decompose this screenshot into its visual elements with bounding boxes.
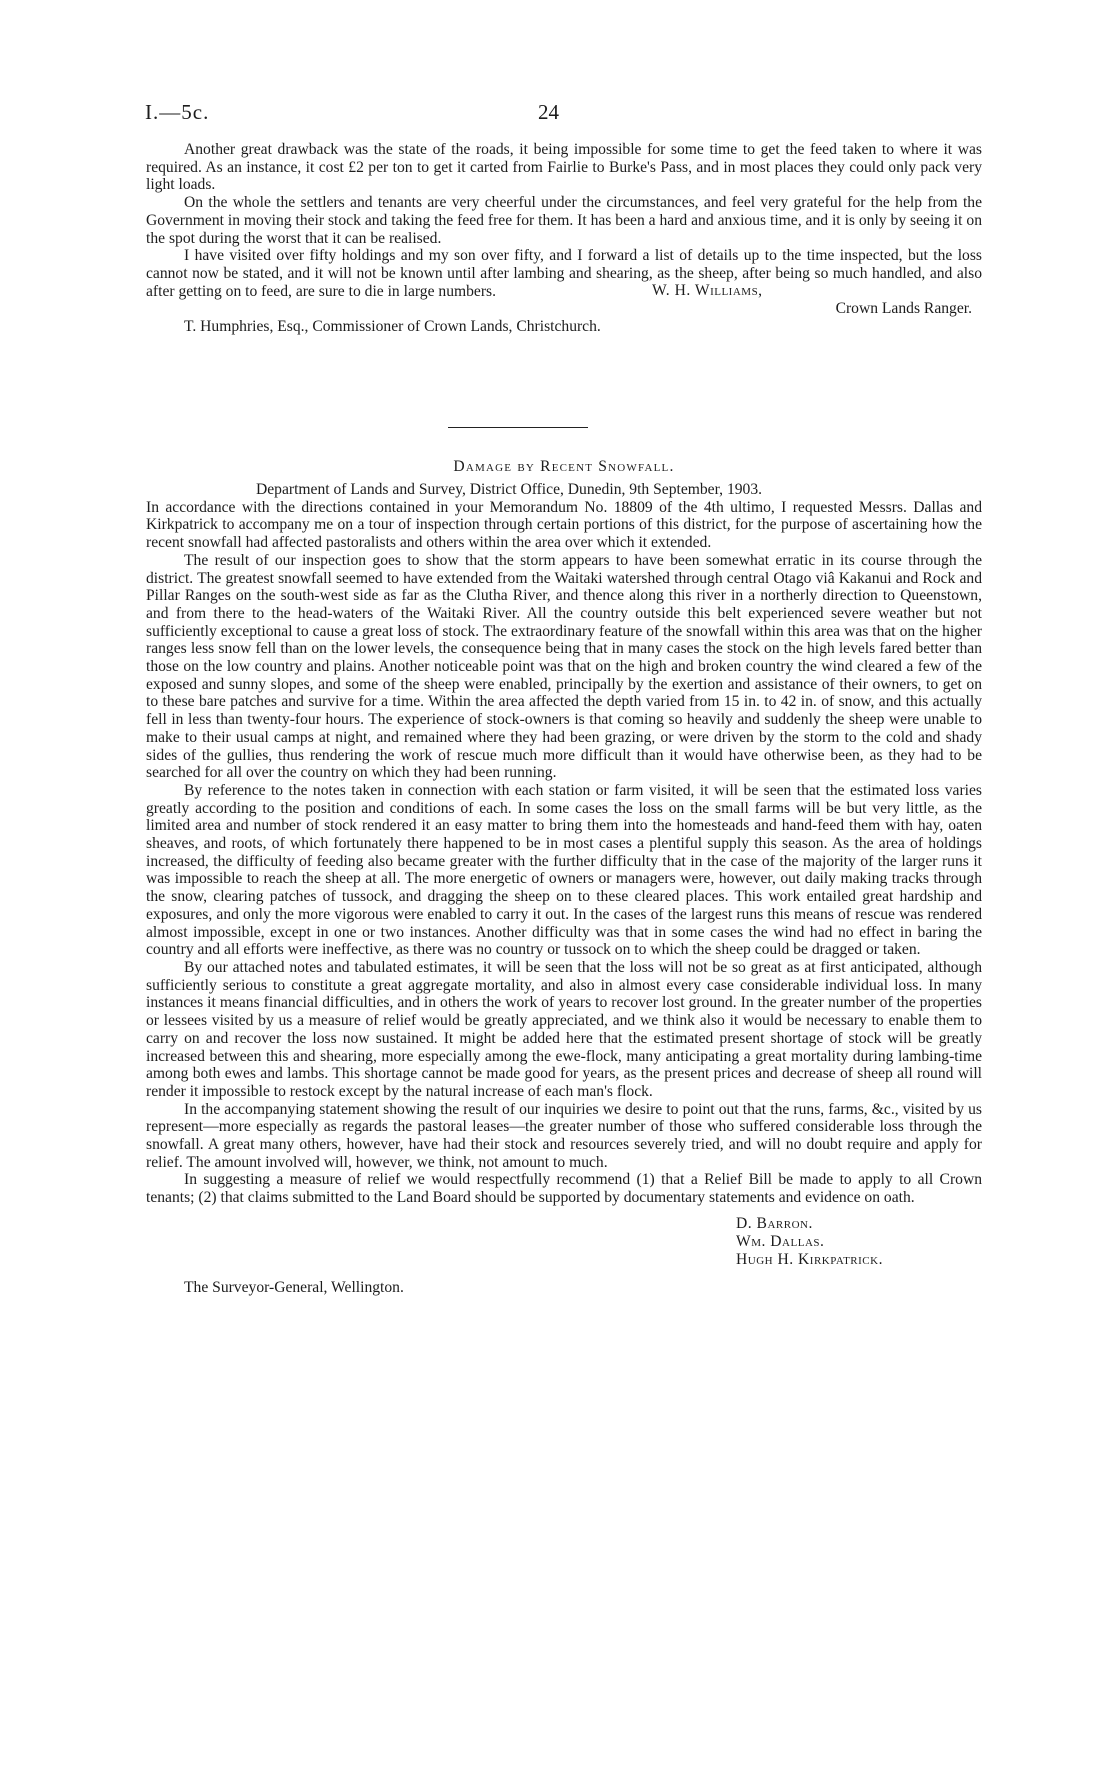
paragraph: By our attached notes and tabulated estimates, it will be seen that the loss will not be so great as at first anticipated, although sufficiently serious to constitute a great aggregate mortality, and also in almost every case considerable individual loss. In many instances it means financial difficulties, and in others the work of years to recover lost ground. In the greater number of the properties or lessees visited by us a measure of relief would be greatly appreciated, and we think also it would be necessary to enable them to carry on and recover the loss now sustained. It might be added here that the estimated present shortage of stock will be greatly increased between this and shearing, more especially among the ewe-flock, many anticipating a great mortality during lambing-time among both ewes and lambs. This shortage cannot be made good for years, as the present prices and decrease of sheep all round will render it impossible to restock except by the natural increase of each man's flock. xyxy=(146,958,982,1100)
signatory: D. Barron. xyxy=(736,1214,813,1232)
letter-williams xyxy=(146,141,982,336)
signature-line xyxy=(146,282,982,300)
signatories xyxy=(146,1215,982,1273)
paper-reference: I.—5c. xyxy=(145,100,210,124)
section-title: Damage by Recent Snowfall. xyxy=(453,458,675,475)
paragraph: Another great drawback was the state of the roads, it being impossible for some time to get the feed taken to where it was required. As an instance, it cost £2 per ton to get it carted from Fairlie to Burke's Pass, and in most places they could only pack very light loads. xyxy=(146,141,982,194)
report-addressee: The Surveyor-General, Wellington. xyxy=(184,1278,404,1296)
paragraph: On the whole the settlers and tenants are very cheerful under the circumstances, and feel very grateful for the help from the Government in moving their stock and taking the feed free for them. It has been a hard and anxious time, and it is only by seeing it on the spot during the worst that it can be realised. xyxy=(146,194,982,247)
section-divider xyxy=(448,427,588,428)
signatory: Hugh H. Kirkpatrick. xyxy=(736,1250,883,1268)
signatory: Wm. Dallas. xyxy=(736,1232,825,1250)
page-header xyxy=(145,100,995,130)
paragraph: By reference to the notes taken in connection with each station or farm visited, it will be seen that the estimated loss varies greatly according to the position and conditions of each. In some cases the loss on the small farms will be but very little, as the limited area and number of stock rendered it an easy matter to bring them into the homesteads and hand-feed them with hay, oaten sheaves, and roots, of which fortunately there happened to be in most cases a plentiful supply this season. As the area of holdings increased, the difficulty of feeding also became greater with the further difficulty that in the case of the majority of the larger runs it was impossible to reach the sheep at all. The more energetic of owners or managers were, however, out daily making tracks through the snow, clearing patches of tussock, and dragging the sheep on to these cleared places. This work entailed great hardship and exposures, and only the more vigorous were enabled to carry it out. In the cases of the largest runs this means of rescue was rendered almost impossible, except in one or two instances. Another difficulty was that in some cases the wind had no effect in baring the country and all efforts were ineffective, as there was no country or tussock on to which the sheep could be dragged or taken. xyxy=(146,781,982,959)
signature-name: W. H. Williams, xyxy=(652,282,763,300)
paragraph: In the accompanying statement showing the result of our inquiries we desire to point out that the runs, farms, &c., visited by us represent—more especially as regards the pastoral leases—the greater number of those who suffered considerable loss through the snowfall. A great many others, however, have had their stock and resources severely tried, and will no doubt require and apply for relief. The amount involved will, however, we think, not amount to much. xyxy=(146,1100,982,1171)
dateline: Department of Lands and Survey, District Office, Dunedin, 9th September, 1903. xyxy=(256,481,763,498)
signature-title: Crown Lands Ranger. xyxy=(835,300,972,318)
paragraph: The result of our inspection goes to show that the storm appears to have been somewhat erratic in its course through the district. The greatest snowfall seemed to have extended from the Waitaki watershed through central Otago viâ Kakanui and Rock and Pillar Ranges on the south-west side as far as the Clutha River, and thence along this river in a northerly direction to Queenstown, and from there to the head-waters of the Waitaki River. All the country outside this belt experienced severe weather but not sufficiently exceptional to cause a great loss of stock. The extraordinary feature of the snowfall within this area was that on the higher ranges less snow fell than on the lower levels, the consequence being that in many cases the stock on the high levels fared better than those on the low country and plains. Another noticeable point was that on the high and broken country the wind cleared a few of the exposed and sunny slopes, and some of the sheep were enabled, principally by the exertion and assistance of their owners, to get on to these bare patches and survive for a time. Within the area affected the depth varied from 15 in. to 42 in. of snow, and this actually fell in less than twenty-four hours. The experience of stock-owners is that coming so heavily and suddenly the sheep were unable to make to their usual camps at night, and remained where they had been grazing, or were driven by the storm to the cold and shady sides of the gullies, thus rendering the work of rescue much more difficult than it would have otherwise been, as they had to be searched for all over the country on which they had been running. xyxy=(146,551,982,782)
paragraph: In accordance with the directions contained in your Memorandum No. 18809 of the 4th ultimo, I requested Messrs. Dallas and Kirkpatrick to accompany me on a tour of inspection through certain portions of this district, for the purpose of ascertaining how the recent snowfall had affected pastoralists and others within the area over which it extended. xyxy=(146,498,982,552)
letter-addressee: T. Humphries, Esq., Commissioner of Crown Lands, Christchurch. xyxy=(184,318,601,336)
report-snowfall xyxy=(146,481,982,1297)
paragraph: I have visited over fifty holdings and my son over fifty, and I forward a list of details up to the time inspected, but the loss cannot now be stated, and it will not be known until after lambing and shearing, as the sheep, after being so much handled, and also after getting on to feed, are sure to die in large numbers. xyxy=(146,247,982,300)
page-number: 24 xyxy=(538,100,559,124)
paragraph: In suggesting a measure of relief we would respectfully recommend (1) that a Relief Bill be made to apply to all Crown tenants; (2) that claims submitted to the Land Board should be supported by documentary statements and evidence on oath. xyxy=(146,1171,982,1207)
